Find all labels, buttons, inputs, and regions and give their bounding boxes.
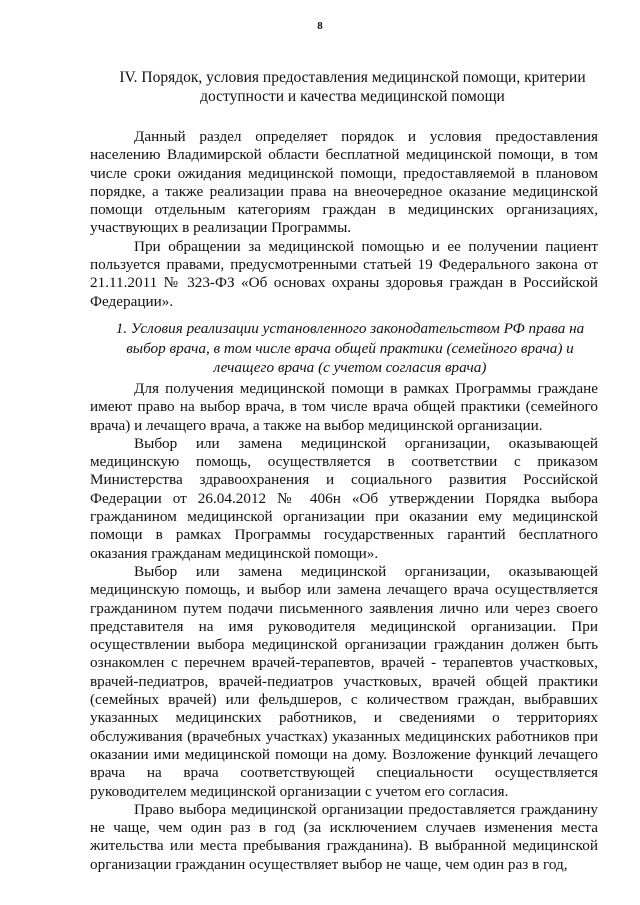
subsection-text (90, 380, 598, 874)
subsection-title: 1. Условия реализации установленного законодательством РФ права на выбор врача, в том числе врача общей практики (семейного врача) и лечащего врача (с учетом согласия врача) (115, 320, 585, 376)
paragraph: Выбор или замена медицинской организации, оказывающей медицинскую помощь, осуществляется в соответствии с приказом Министерства здравоохранения и социального развития Российской Федерации от 26.04.2012 № 406н «Об утверждении Порядка выбора гражданином медицинской организации при оказании ему медицинской помощи в рамках Программы государственных гарантий бесплатного оказания гражданам медицинской помощи». (90, 434, 598, 562)
paragraph: Право выбора медицинской организации предоставляется гражданину не чаще, чем один раз в год (за исключением случаев изменения места жительства или места пребывания гражданина). В выбранной медицинской организации гражданин осуществляет выбор не чаще, чем один раз в год, (90, 800, 598, 873)
paragraph: Выбор или замена медицинской организации, оказывающей медицинскую помощь, и выбор или замена лечащего врача осуществляется гражданином путем подачи письменного заявления лично или через своего представителя на имя руководителя медицинской организации. При осуществлении выбора медицинской организации гражданин должен быть ознакомлен с перечнем врачей-терапевтов, врачей - терапевтов участковых, врачей-педиатров, врачей-педиатров участковых, врачей общей практики (семейных врачей) или фельдшеров, с количеством граждан, выбравших указанных медицинских работников, и сведениями о территориях обслуживания (врачебных участках) указанных медицинских работников при оказании ими медицинской помощи на дому. Возложение функций лечащего врача на врача соответствующей специальности осуществляется руководителем медицинской организации с учетом его согласия. (90, 562, 598, 800)
paragraph: Данный раздел определяет порядок и условия предоставления населению Владимирской области бесплатной медицинской помощи, в том числе сроки ожидания медицинской помощи, предоставляемой в плановом порядке, а также реализации права на внеочередное оказание медицинской помощи отдельным категориям граждан в медицинских организациях, участвующих в реализации Программы. (90, 128, 598, 237)
section-title: IV. Порядок, условия предоставления медицинской помощи, критерии доступности и качества медицинской помощи (119, 69, 586, 105)
paragraph: Для получения медицинской помощи в рамках Программы граждане имеют право на выбор врача, в том числе врача общей практики (семейного врача) и лечащего врача, а также на выбор медицинской организации. (90, 380, 598, 434)
paragraph: При обращении за медицинской помощью и ее получении пациент пользуется правами, предусмотренными статьей 19 Федерального закона от 21.11.2011 № 323-ФЗ «Об основах охраны здоровья граждан в Российской Федерации». (90, 237, 598, 310)
page-number: 8 (317, 20, 323, 32)
intro-text (90, 128, 598, 311)
